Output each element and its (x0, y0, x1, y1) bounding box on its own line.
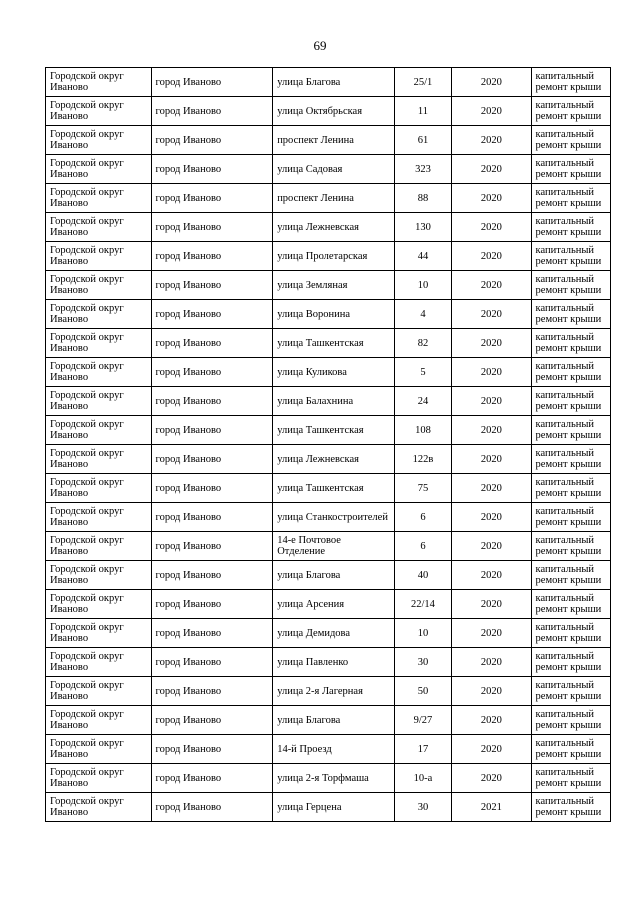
city-cell: город Иваново (151, 242, 273, 271)
house-number-cell: 61 (394, 126, 451, 155)
city-cell: город Иваново (151, 358, 273, 387)
city-cell: город Иваново (151, 474, 273, 503)
city-cell: город Иваново (151, 619, 273, 648)
table-row (46, 329, 611, 358)
year-cell: 2020 (452, 358, 531, 387)
work-type-cell: капитальный ремонт крыши (531, 677, 610, 706)
table-row (46, 590, 611, 619)
municipal-district-cell: Городской округ Иваново (46, 532, 152, 561)
work-type-cell: капитальный ремонт крыши (531, 561, 610, 590)
table-row (46, 155, 611, 184)
year-cell: 2020 (452, 126, 531, 155)
table-row (46, 300, 611, 329)
city-cell: город Иваново (151, 648, 273, 677)
work-type-cell: капитальный ремонт крыши (531, 474, 610, 503)
street-cell: улица Земляная (273, 271, 395, 300)
year-cell: 2020 (452, 97, 531, 126)
street-cell: улица 2-я Торфмаша (273, 764, 395, 793)
work-type-cell: капитальный ремонт крыши (531, 532, 610, 561)
street-cell: улица Павленко (273, 648, 395, 677)
house-number-cell: 30 (394, 793, 451, 822)
table-row (46, 793, 611, 822)
city-cell: город Иваново (151, 126, 273, 155)
work-type-cell: капитальный ремонт крыши (531, 300, 610, 329)
work-type-cell: капитальный ремонт крыши (531, 764, 610, 793)
year-cell: 2020 (452, 445, 531, 474)
house-number-cell: 22/14 (394, 590, 451, 619)
table-row (46, 242, 611, 271)
house-number-cell: 11 (394, 97, 451, 126)
table-row (46, 445, 611, 474)
work-type-cell: капитальный ремонт крыши (531, 358, 610, 387)
year-cell: 2020 (452, 242, 531, 271)
street-cell: улица Ташкентская (273, 329, 395, 358)
work-type-cell: капитальный ремонт крыши (531, 213, 610, 242)
municipal-district-cell: Городской округ Иваново (46, 648, 152, 677)
year-cell: 2020 (452, 474, 531, 503)
work-type-cell: капитальный ремонт крыши (531, 155, 610, 184)
municipal-district-cell: Городской округ Иваново (46, 97, 152, 126)
house-number-cell: 6 (394, 532, 451, 561)
city-cell: город Иваново (151, 532, 273, 561)
municipal-district-cell: Городской округ Иваново (46, 445, 152, 474)
house-number-cell: 10-а (394, 764, 451, 793)
work-type-cell: капитальный ремонт крыши (531, 416, 610, 445)
city-cell: город Иваново (151, 184, 273, 213)
house-number-cell: 82 (394, 329, 451, 358)
city-cell: город Иваново (151, 677, 273, 706)
city-cell: город Иваново (151, 68, 273, 97)
street-cell: улица Ташкентская (273, 474, 395, 503)
street-cell: проспект Ленина (273, 126, 395, 155)
house-number-cell: 122в (394, 445, 451, 474)
year-cell: 2020 (452, 387, 531, 416)
work-type-cell: капитальный ремонт крыши (531, 735, 610, 764)
city-cell: город Иваново (151, 764, 273, 793)
table-row (46, 706, 611, 735)
table-row (46, 532, 611, 561)
table-row (46, 271, 611, 300)
house-number-cell: 17 (394, 735, 451, 764)
year-cell: 2020 (452, 503, 531, 532)
year-cell: 2020 (452, 271, 531, 300)
city-cell: город Иваново (151, 329, 273, 358)
table-row (46, 619, 611, 648)
municipal-district-cell: Городской округ Иваново (46, 184, 152, 213)
municipal-district-cell: Городской округ Иваново (46, 213, 152, 242)
municipal-district-cell: Городской округ Иваново (46, 68, 152, 97)
street-cell: улица Куликова (273, 358, 395, 387)
table-row (46, 68, 611, 97)
city-cell: город Иваново (151, 387, 273, 416)
street-cell: улица Благова (273, 68, 395, 97)
street-cell: улица Балахнина (273, 387, 395, 416)
year-cell: 2020 (452, 532, 531, 561)
work-type-cell: капитальный ремонт крыши (531, 97, 610, 126)
house-number-cell: 10 (394, 619, 451, 648)
house-number-cell: 75 (394, 474, 451, 503)
year-cell: 2020 (452, 416, 531, 445)
table-row (46, 764, 611, 793)
house-number-cell: 10 (394, 271, 451, 300)
house-number-cell: 24 (394, 387, 451, 416)
work-type-cell: капитальный ремонт крыши (531, 271, 610, 300)
city-cell: город Иваново (151, 213, 273, 242)
municipal-district-cell: Городской округ Иваново (46, 590, 152, 619)
work-type-cell: капитальный ремонт крыши (531, 648, 610, 677)
municipal-district-cell: Городской округ Иваново (46, 300, 152, 329)
work-type-cell: капитальный ремонт крыши (531, 184, 610, 213)
street-cell: улица Лежневская (273, 445, 395, 474)
work-type-cell: капитальный ремонт крыши (531, 503, 610, 532)
street-cell: улица Октябрьская (273, 97, 395, 126)
work-type-cell: капитальный ремонт крыши (531, 68, 610, 97)
year-cell: 2020 (452, 677, 531, 706)
year-cell: 2020 (452, 184, 531, 213)
table-row (46, 735, 611, 764)
municipal-district-cell: Городской округ Иваново (46, 126, 152, 155)
city-cell: город Иваново (151, 271, 273, 300)
municipal-district-cell: Городской округ Иваново (46, 358, 152, 387)
house-number-cell: 40 (394, 561, 451, 590)
year-cell: 2020 (452, 561, 531, 590)
street-cell: улица Пролетарская (273, 242, 395, 271)
page-number: 69 (313, 38, 327, 53)
table-row (46, 184, 611, 213)
house-number-cell: 30 (394, 648, 451, 677)
city-cell: город Иваново (151, 590, 273, 619)
municipal-district-cell: Городской округ Иваново (46, 271, 152, 300)
house-number-cell: 108 (394, 416, 451, 445)
work-type-cell: капитальный ремонт крыши (531, 619, 610, 648)
municipal-district-cell: Городской округ Иваново (46, 764, 152, 793)
work-type-cell: капитальный ремонт крыши (531, 445, 610, 474)
year-cell: 2020 (452, 155, 531, 184)
work-type-cell: капитальный ремонт крыши (531, 329, 610, 358)
year-cell: 2020 (452, 300, 531, 329)
work-type-cell: капитальный ремонт крыши (531, 126, 610, 155)
municipal-district-cell: Городской округ Иваново (46, 242, 152, 271)
table-row (46, 126, 611, 155)
house-number-cell: 130 (394, 213, 451, 242)
city-cell: город Иваново (151, 416, 273, 445)
city-cell: город Иваново (151, 445, 273, 474)
house-number-cell: 88 (394, 184, 451, 213)
house-number-cell: 323 (394, 155, 451, 184)
city-cell: город Иваново (151, 300, 273, 329)
house-number-cell: 50 (394, 677, 451, 706)
municipal-district-cell: Городской округ Иваново (46, 677, 152, 706)
table-row (46, 416, 611, 445)
house-number-cell: 44 (394, 242, 451, 271)
city-cell: город Иваново (151, 155, 273, 184)
work-type-cell: капитальный ремонт крыши (531, 387, 610, 416)
house-number-cell: 25/1 (394, 68, 451, 97)
year-cell: 2020 (452, 764, 531, 793)
year-cell: 2020 (452, 706, 531, 735)
city-cell: город Иваново (151, 706, 273, 735)
work-type-cell: капитальный ремонт крыши (531, 242, 610, 271)
table-row (46, 561, 611, 590)
street-cell: 14-й Проезд (273, 735, 395, 764)
year-cell: 2020 (452, 68, 531, 97)
municipal-district-cell: Городской округ Иваново (46, 793, 152, 822)
city-cell: город Иваново (151, 503, 273, 532)
municipal-district-cell: Городской округ Иваново (46, 387, 152, 416)
municipal-district-cell: Городской округ Иваново (46, 503, 152, 532)
house-number-cell: 9/27 (394, 706, 451, 735)
street-cell: улица Арсения (273, 590, 395, 619)
municipal-district-cell: Городской округ Иваново (46, 155, 152, 184)
municipal-district-cell: Городской округ Иваново (46, 706, 152, 735)
house-number-cell: 6 (394, 503, 451, 532)
year-cell: 2020 (452, 735, 531, 764)
street-cell: улица Лежневская (273, 213, 395, 242)
street-cell: улица Демидова (273, 619, 395, 648)
year-cell: 2020 (452, 213, 531, 242)
street-cell: 14-е Почтовое Отделение (273, 532, 395, 561)
registry-table (45, 67, 611, 822)
municipal-district-cell: Городской округ Иваново (46, 474, 152, 503)
street-cell: улица Станкостроителей (273, 503, 395, 532)
year-cell: 2020 (452, 590, 531, 619)
table-row (46, 677, 611, 706)
street-cell: улица Садовая (273, 155, 395, 184)
table-row (46, 387, 611, 416)
table-row (46, 648, 611, 677)
municipal-district-cell: Городской округ Иваново (46, 416, 152, 445)
work-type-cell: капитальный ремонт крыши (531, 793, 610, 822)
city-cell: город Иваново (151, 735, 273, 764)
municipal-district-cell: Городской округ Иваново (46, 329, 152, 358)
city-cell: город Иваново (151, 561, 273, 590)
city-cell: город Иваново (151, 793, 273, 822)
registry-table-body (46, 68, 611, 822)
municipal-district-cell: Городской округ Иваново (46, 561, 152, 590)
street-cell: улица Герцена (273, 793, 395, 822)
table-row (46, 503, 611, 532)
table-row (46, 474, 611, 503)
work-type-cell: капитальный ремонт крыши (531, 706, 610, 735)
work-type-cell: капитальный ремонт крыши (531, 590, 610, 619)
street-cell: улица Ташкентская (273, 416, 395, 445)
street-cell: улица Благова (273, 706, 395, 735)
year-cell: 2020 (452, 619, 531, 648)
house-number-cell: 5 (394, 358, 451, 387)
municipal-district-cell: Городской округ Иваново (46, 735, 152, 764)
table-row (46, 213, 611, 242)
house-number-cell: 4 (394, 300, 451, 329)
street-cell: улица 2-я Лагерная (273, 677, 395, 706)
street-cell: улица Благова (273, 561, 395, 590)
municipal-district-cell: Городской округ Иваново (46, 619, 152, 648)
year-cell: 2020 (452, 329, 531, 358)
year-cell: 2020 (452, 648, 531, 677)
city-cell: город Иваново (151, 97, 273, 126)
year-cell: 2021 (452, 793, 531, 822)
street-cell: улица Воронина (273, 300, 395, 329)
street-cell: проспект Ленина (273, 184, 395, 213)
table-row (46, 97, 611, 126)
table-row (46, 358, 611, 387)
